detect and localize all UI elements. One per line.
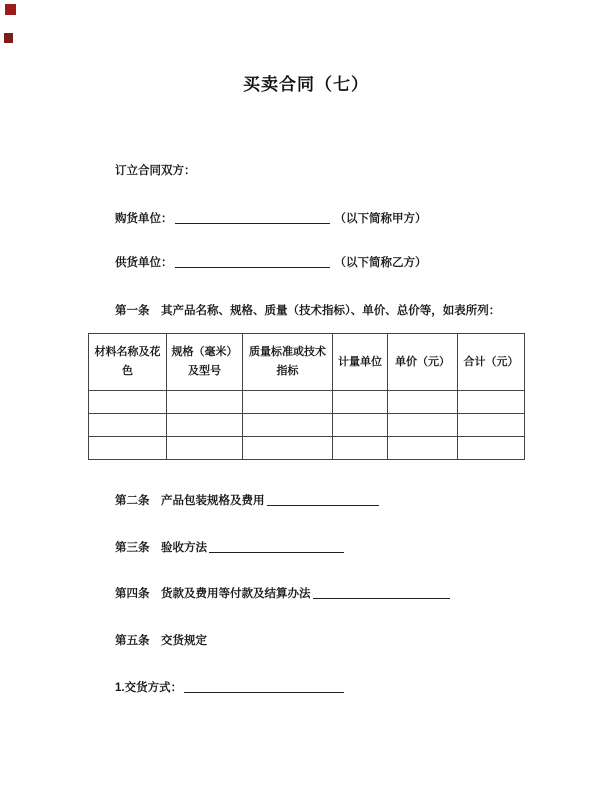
- col-header-spec: 规格（毫米）及型号: [167, 334, 243, 391]
- table-cell: [388, 391, 458, 414]
- col-header-quality: 质量标准或技术指标: [243, 334, 333, 391]
- buyer-line: [115, 210, 427, 226]
- clause3-label: 第三条 验收方法: [115, 541, 207, 554]
- table-cell: [333, 437, 388, 460]
- clause4-line: [115, 585, 450, 601]
- product-spec-table: [88, 333, 525, 460]
- clause5-line: 第五条 交货规定: [115, 634, 207, 647]
- supplier-line: [115, 254, 427, 270]
- clause3-blank-line: [209, 540, 344, 553]
- table-row: [89, 437, 525, 460]
- clause2-label: 第二条 产品包装规格及费用: [115, 494, 265, 507]
- buyer-label: 购货单位：: [115, 212, 173, 225]
- supplier-suffix: （以下简称乙方）: [334, 256, 427, 269]
- clause2-line: [115, 492, 379, 508]
- table-cell: [333, 414, 388, 437]
- table-cell: [458, 414, 525, 437]
- col-header-unit: 计量单位: [333, 334, 388, 391]
- delivery-method-line: [115, 679, 344, 695]
- table-cell: [388, 414, 458, 437]
- col-header-unit-price: 单价（元）: [388, 334, 458, 391]
- table-cell: [89, 437, 167, 460]
- table-cell: [89, 391, 167, 414]
- clause4-blank-line: [313, 586, 450, 599]
- table-cell: [243, 437, 333, 460]
- col-header-material: 材料名称及花色: [89, 334, 167, 391]
- table-cell: [167, 437, 243, 460]
- buyer-suffix: （以下简称甲方）: [334, 212, 427, 225]
- table-cell: [167, 414, 243, 437]
- table-cell: [243, 414, 333, 437]
- intro-line: 订立合同双方：: [115, 164, 196, 177]
- document-title: 买卖合同（七）: [243, 75, 369, 94]
- supplier-label: 供货单位：: [115, 256, 173, 269]
- table-header-row: [89, 334, 525, 391]
- supplier-blank-line: [175, 255, 330, 268]
- table-cell: [458, 391, 525, 414]
- buyer-blank-line: [175, 211, 330, 224]
- clause1-line: 第一条 其产品名称、规格、质量（技术指标）、单价、总价等，如表所列：: [115, 304, 501, 317]
- table-cell: [333, 391, 388, 414]
- delivery-method-blank-line: [184, 680, 344, 693]
- table-row: [89, 414, 525, 437]
- table-cell: [458, 437, 525, 460]
- table-cell: [388, 437, 458, 460]
- clause2-blank-line: [267, 493, 379, 506]
- red-corner-mark-bottom: [4, 33, 13, 43]
- clause3-line: [115, 539, 344, 555]
- table-cell: [89, 414, 167, 437]
- clause4-label: 第四条 货款及费用等付款及结算办法: [115, 587, 311, 600]
- table-cell: [243, 391, 333, 414]
- col-header-total: 合计（元）: [458, 334, 525, 391]
- table-row: [89, 391, 525, 414]
- delivery-method-label: 1.交货方式：: [115, 681, 183, 694]
- red-corner-mark-top: [5, 4, 16, 15]
- table-cell: [167, 391, 243, 414]
